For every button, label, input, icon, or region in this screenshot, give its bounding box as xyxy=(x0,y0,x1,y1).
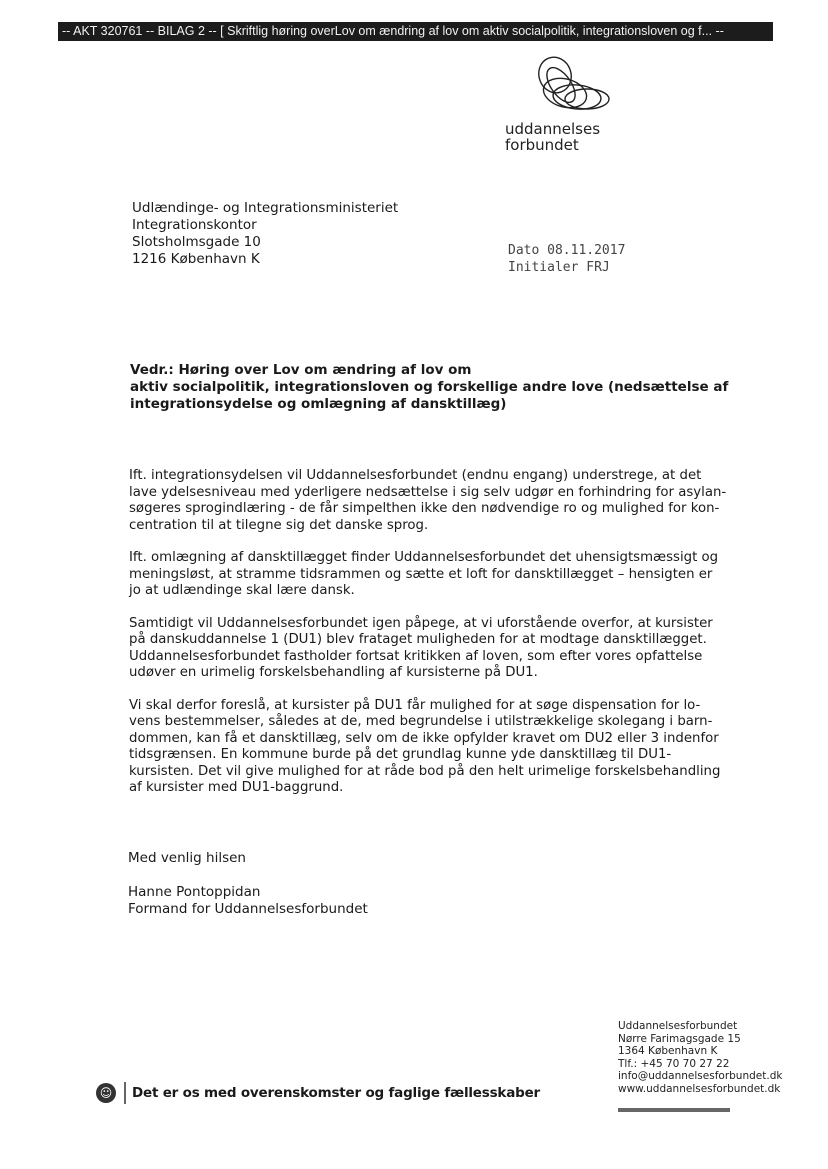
slogan-text: Det er os med overenskomster og faglige fællesskaber xyxy=(132,1085,541,1101)
letter-body xyxy=(129,468,749,813)
paragraph-line: Ift. integrationsydelsen vil Uddannelsesforbundet (endnu engang) understrege, at det xyxy=(129,468,702,483)
signer-title: Formand for Uddannelsesforbundet xyxy=(128,901,368,917)
paragraph-line: søgeres sprogindlæring - de får simpelthen ikke den nødvendige ro og mulighed for kon- xyxy=(129,501,720,516)
footer-email: info@uddannelsesforbundet.dk xyxy=(618,1070,783,1082)
paragraph-2 xyxy=(129,550,749,600)
paragraph-line: af kursister med DU1-baggrund. xyxy=(129,780,344,795)
letter-initials: Initialer FRJ xyxy=(508,260,610,275)
footer-address-line: Tlf.: +45 70 70 27 22 xyxy=(618,1057,730,1070)
logo-wordmark xyxy=(505,121,600,153)
paragraph-line: Uddannelsesforbundet fastholder fortsat kritikken af loven, som efter vores opfattelse xyxy=(129,648,703,664)
footer-address-line: Nørre Farimagsgade 15 xyxy=(618,1032,741,1045)
letter-closing xyxy=(128,850,368,918)
footer-slogan xyxy=(96,1082,540,1104)
slogan-divider xyxy=(124,1082,126,1104)
person-badge-icon: ☺ xyxy=(96,1083,116,1103)
organization-logo xyxy=(505,55,625,155)
recipient-line: Udlændinge- og Integrationsministeriet xyxy=(132,200,399,216)
paragraph-line: på danskuddannelse 1 (DU1) blev frataget muligheden for at modtage dansktillægget. xyxy=(129,632,707,647)
recipient-line: Slotsholmsgade 10 xyxy=(132,234,261,250)
footer-rule xyxy=(618,1108,730,1112)
logo-line-1: uddannelses xyxy=(505,120,601,138)
paragraph-line: centration til at tilegne sig det danske sprog. xyxy=(129,517,429,533)
footer-address-line: 1364 København K xyxy=(618,1045,718,1057)
recipient-address xyxy=(132,200,398,268)
subject-line: aktiv socialpolitik, integrationsloven og forskellige andre love (nedsættelse af xyxy=(130,379,729,395)
paragraph-line: jo at udlændinge skal lære dansk. xyxy=(129,583,355,598)
paragraph-line: tidsgrænsen. En kommune burde på det grundlag kunne yde dansktillæg til DU1- xyxy=(129,747,672,762)
paragraph-line: dommen, kan få et dansktillæg, selv om de ikke opfylder kravet om DU2 eller 3 indenfor xyxy=(129,730,719,746)
header-bar-text: -- AKT 320761 -- BILAG 2 -- [ Skriftlig høring overLov om ændring af lov om aktiv socialpolitik, integrationsloven og f... -- xyxy=(62,24,724,38)
subject-line: integrationsydelse og omlægning af dansktillæg) xyxy=(130,396,507,412)
letter-date: Dato 08.11.2017 xyxy=(508,243,626,258)
document-header-bar xyxy=(58,22,773,41)
paragraph-1 xyxy=(129,468,749,534)
paragraph-line: vens bestemmelser, således at de, med begrundelse i utilstrækkelige skolegang i barn- xyxy=(129,714,713,729)
recipient-line: Integrationskontor xyxy=(132,217,257,233)
paragraph-line: kursisten. Det vil give mulighed for at råde bod på den helt urimelige forskelsbehandling xyxy=(129,763,721,779)
overlapping-ovals-logo-icon xyxy=(525,55,615,120)
signer-name: Hanne Pontoppidan xyxy=(128,884,261,900)
closing-greeting: Med venlig hilsen xyxy=(128,850,246,866)
paragraph-line: Samtidigt vil Uddannelsesforbundet igen påpege, at vi uforstående overfor, at kursister xyxy=(129,615,713,631)
paragraph-line: Vi skal derfor foreslå, at kursister på DU1 får mulighed for at søge dispensation for lo- xyxy=(129,697,701,713)
logo-line-2: forbundet xyxy=(505,136,579,154)
subject-line: Vedr.: Høring over Lov om ændring af lov om xyxy=(130,362,472,378)
letter-meta xyxy=(508,242,625,276)
paragraph-line: lave ydelsesniveau med yderligere nedsættelse i sig selv udgør en forhindring for asylan- xyxy=(129,484,727,500)
footer-website: www.uddannelsesforbundet.dk xyxy=(618,1082,781,1095)
paragraph-3 xyxy=(129,616,749,682)
letter-subject xyxy=(130,362,750,413)
paragraph-line: Ift. omlægning af dansktillægget finder Uddannelsesforbundet det uhensigtsmæssigt og xyxy=(129,550,719,565)
recipient-line: 1216 København K xyxy=(132,251,260,267)
footer-address xyxy=(618,1020,782,1095)
paragraph-line: udøver en urimelig forskelsbehandling af kursisterne på DU1. xyxy=(129,665,538,680)
paragraph-4 xyxy=(129,698,749,797)
paragraph-line: meningsløst, at stramme tidsrammen og sætte et loft for dansktillægget – hensigten er xyxy=(129,566,713,582)
footer-address-line: Uddannelsesforbundet xyxy=(618,1020,738,1032)
